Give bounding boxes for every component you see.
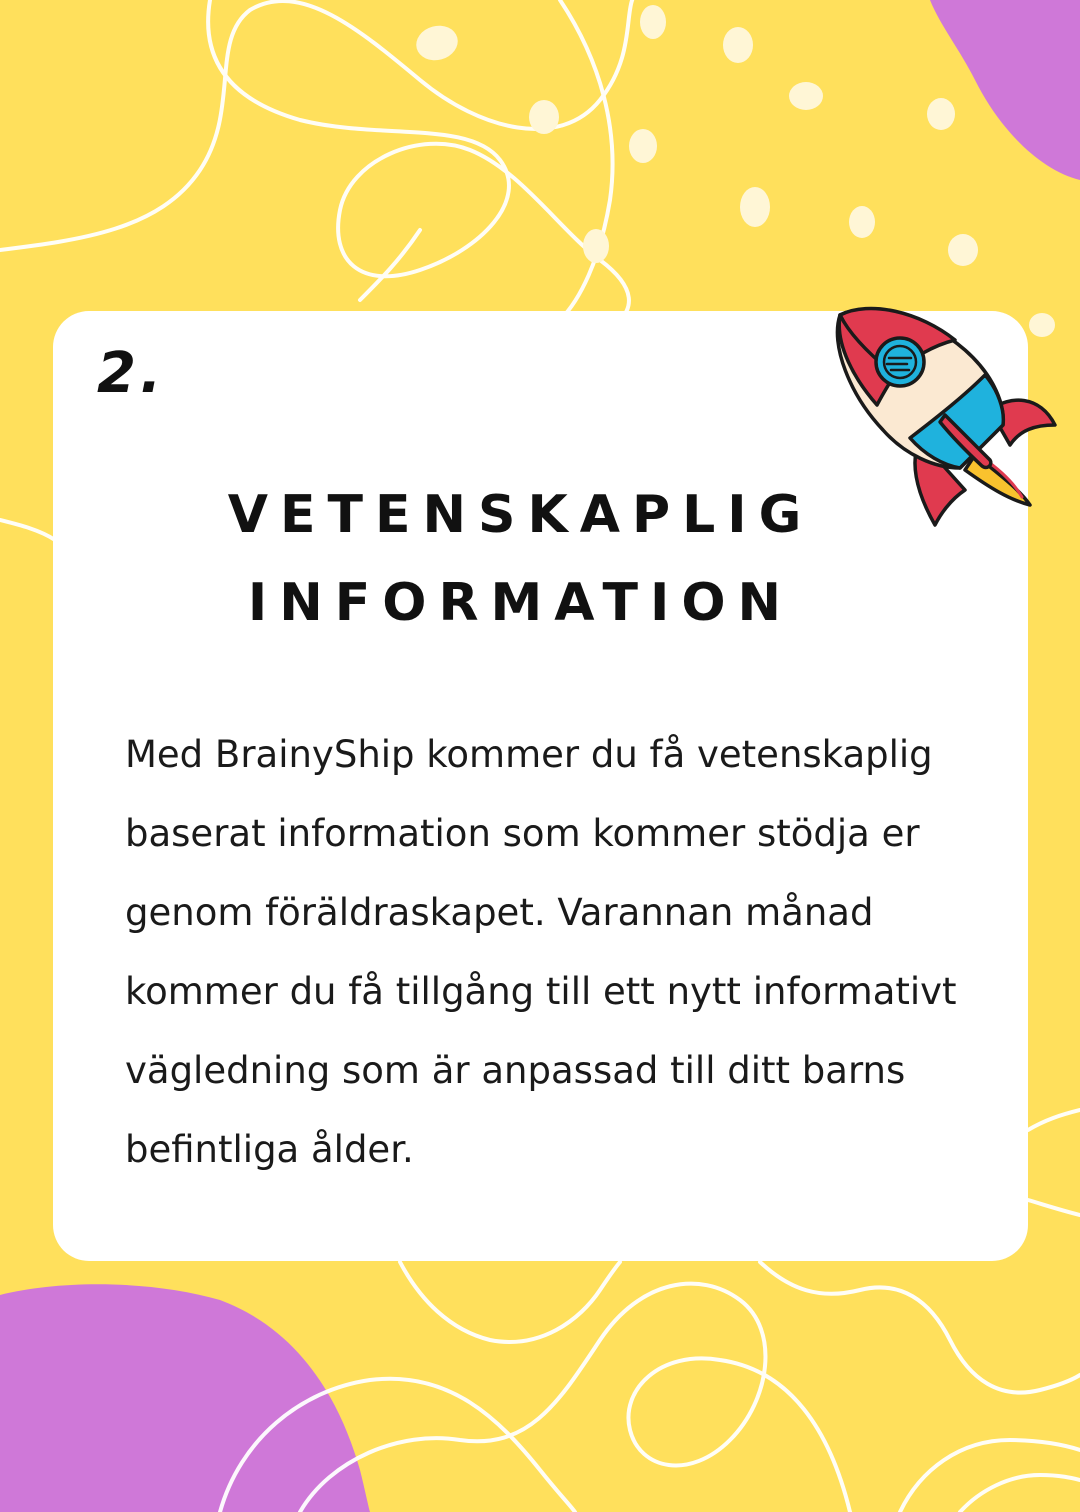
purple-blob-top-right (930, 0, 1080, 180)
card-body-text: Med BrainyShip kommer du få vetenskaplig baserat information som kommer stödja er genom föräldraskapet. Varannan månad kommer du få tillgång till ett nytt informativt vägledning som är anpassad till ditt barns befintliga ålder. (125, 733, 957, 1171)
card-title-line-1: VETENSKAPLIG (227, 485, 814, 545)
step-number: 2. (97, 341, 166, 406)
rocket-icon (815, 290, 1065, 540)
card-title-line-2: INFORMATION (247, 573, 794, 633)
